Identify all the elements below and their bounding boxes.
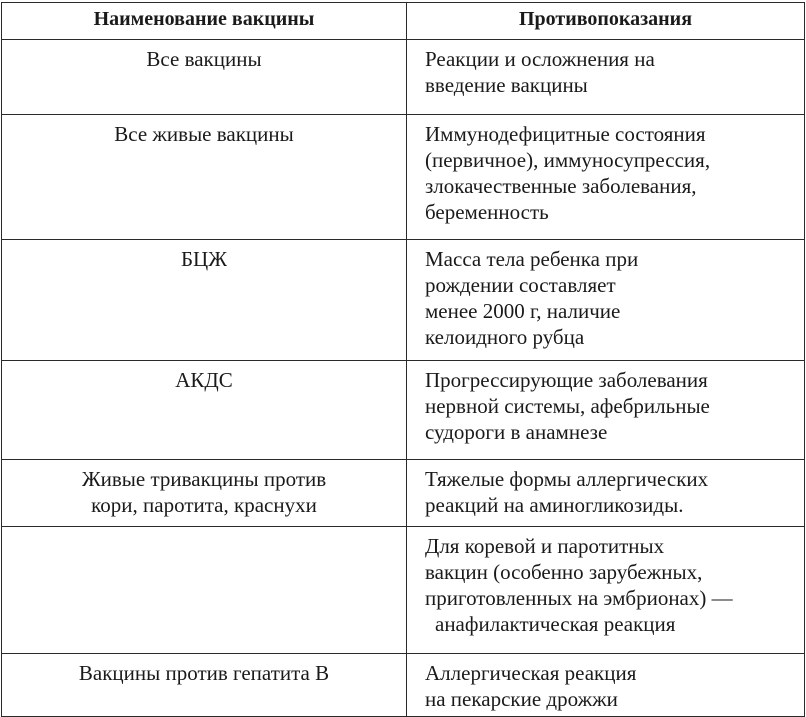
contraindication-line: Тяжелые формы аллергических	[425, 467, 709, 491]
vaccine-cell	[2, 240, 407, 361]
contraindication-line: (первичное), иммуносупрессия,	[425, 148, 711, 172]
header-vaccine-name: Наименование вакцины	[2, 3, 407, 40]
vaccine-cell-empty	[2, 527, 407, 654]
vaccine-line: кори, паротита, краснухи	[91, 493, 317, 517]
vaccine-cell	[2, 115, 407, 240]
contraindication-line: Иммунодефицитные состояния	[425, 122, 706, 146]
table-row	[2, 240, 805, 361]
vaccine-contraindications-table	[1, 2, 805, 717]
contraindication-cell	[407, 115, 805, 240]
table-row	[2, 40, 805, 115]
header-row	[2, 3, 805, 40]
contraindication-cell	[407, 40, 805, 115]
vaccine-line: Живые тривакцины против	[81, 467, 327, 491]
table-row	[2, 527, 805, 654]
contraindication-cell	[407, 460, 805, 527]
contraindication-cell	[407, 654, 805, 717]
contraindication-line: рождении составляет	[425, 273, 616, 297]
table-row	[2, 654, 805, 717]
table-row	[2, 361, 805, 460]
contraindication-line: Реакции и осложнения на	[425, 47, 655, 71]
contraindication-line: на пекарские дрожжи	[425, 687, 618, 711]
contraindication-line: Прогрессирующие заболевания	[425, 368, 708, 392]
contraindication-line: злокачественные заболевания,	[425, 174, 697, 198]
vaccine-line: Все вакцины	[146, 47, 262, 71]
contraindication-line: приготовленных на эмбрионах) —	[425, 586, 733, 610]
contraindication-line: менее 2000 г, наличие	[425, 299, 621, 323]
table-row	[2, 460, 805, 527]
contraindication-line: келоидного рубца	[425, 325, 585, 349]
contraindication-cell	[407, 361, 805, 460]
vaccine-cell	[2, 460, 407, 527]
vaccine-cell	[2, 361, 407, 460]
contraindication-line: введение вакцины	[425, 73, 588, 97]
contraindication-line: Масса тела ребенка при	[425, 247, 639, 271]
table-row	[2, 115, 805, 240]
contraindication-line: нервной системы, афебрильные	[425, 394, 710, 418]
vaccine-line: Вакцины против гепатита В	[78, 661, 330, 685]
vaccine-line: БЦЖ	[180, 247, 228, 271]
vaccine-cell	[2, 654, 407, 717]
contraindication-cell	[407, 240, 805, 361]
contraindication-cell	[407, 527, 805, 654]
contraindication-line: беременность	[425, 200, 549, 224]
contraindication-line: Для коревой и паротитных	[425, 534, 665, 558]
contraindication-line: реакций на аминогликозиды.	[425, 493, 684, 517]
vaccine-line: АКДС	[175, 368, 233, 392]
vaccine-line: Все живые вакцины	[114, 122, 294, 146]
header-contraindications: Противопоказания	[407, 3, 805, 40]
contraindication-line: судороги в анамнезе	[425, 420, 608, 444]
vaccine-cell	[2, 40, 407, 115]
contraindication-line: Аллергическая реакция	[425, 661, 637, 685]
contraindication-line: анафилактическая реакция	[435, 612, 676, 636]
contraindication-line: вакцин (особенно зарубежных,	[425, 560, 703, 584]
